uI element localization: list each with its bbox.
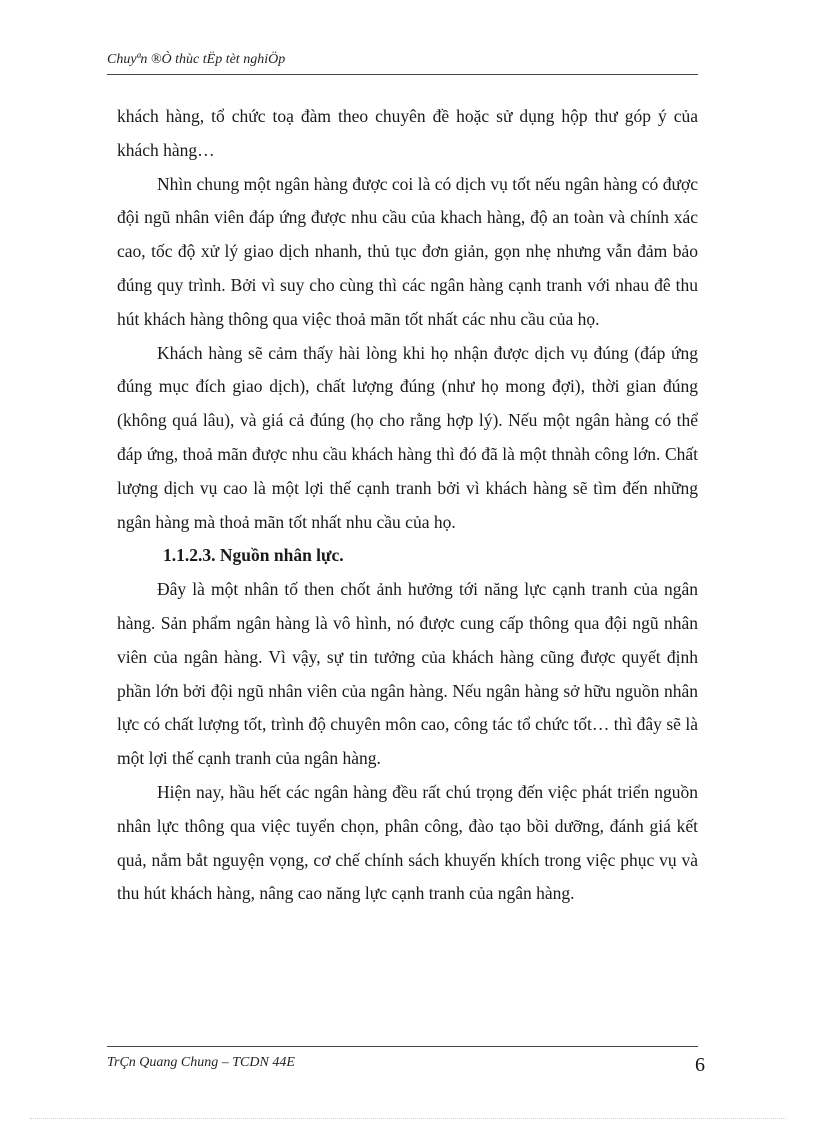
running-header: Chuyªn ®Ò thùc tËp tèt nghiÖp	[107, 52, 286, 67]
section-heading: 1.1.2.3. Nguồn nhân lực.	[163, 545, 344, 566]
section-paragraph-1: Đây là một nhân tố then chốt ảnh hưởng tới năng lực cạnh tranh của ngân hàng. Sản phẩm ngân hàng là vô hình, nó được cung cấp thông qua đội ngũ nhân viên của ngân hàng. Vì vậy, sự tin tưởng của khách hàng cũng được quyết định phần lớn bởi đội ngũ nhân viên của ngân hàng. Nếu ngân hàng sở hữu nguồn nhân lực có chất lượng tốt, trình độ chuyên môn cao, công tác tổ chức tốt… thì đây sẽ là một lợi thế cạnh tranh của ngân hàng.	[117, 579, 698, 769]
header-rule	[107, 74, 698, 75]
section-paragraph-2: Hiện nay, hầu hết các ngân hàng đều rất chú trọng đến việc phát triển nguồn nhân lực thông qua việc tuyển chọn, phân công, đào tạo bồi dưỡng, đánh giá kết quả, nắm bắt nguyện vọng, cơ chế chính sách khuyến khích trong việc phục vụ và thu hút khách hàng, nâng cao năng lực cạnh tranh của ngân hàng.	[117, 781, 698, 904]
footer-author: TrÇn Quang Chung – TCDN 44E	[107, 1055, 295, 1070]
body-paragraph-1: khách hàng, tổ chức toạ đàm theo chuyên đề hoặc sử dụng hộp thư góp ý của khách hàng…	[117, 106, 698, 160]
page-number: 6	[695, 1054, 705, 1076]
page-edge-divider	[30, 1118, 786, 1119]
body-paragraph-3: Khách hàng sẽ cảm thấy hài lòng khi họ nhận được dịch vụ đúng (đáp ứng đúng mục đích giao dịch), chất lượng đúng (như họ mong đợi), thời gian đúng (không quá lâu), và giá cả đúng (họ cho rằng hợp lý). Nếu một ngân hàng có thể đáp ứng, thoả mãn được nhu cầu khách hàng thì đó đã là một thnàh công lớn. Chất lượng dịch vụ cao là một lợi thế cạnh tranh bởi vì khách hàng sẽ tìm đến những ngân hàng mà thoả mãn tốt nhất nhu cầu của họ.	[117, 342, 698, 532]
page-body	[117, 100, 698, 911]
body-paragraph-2: Nhìn chung một ngân hàng được coi là có dịch vụ tốt nếu ngân hàng có được đội ngũ nhân viên đáp ứng được nhu cầu của khach hàng, độ an toàn và chính xác cao, tốc độ xử lý giao dịch nhanh, thủ tục đơn giản, gọn nhẹ nhưng vẫn đảm bảo đúng quy trình. Bởi vì suy cho cùng thì các ngân hàng cạnh tranh với nhau đê thu hút khách hàng thông qua việc thoả mãn tốt nhất các nhu cầu của họ.	[117, 173, 698, 329]
footer-rule	[107, 1046, 698, 1047]
